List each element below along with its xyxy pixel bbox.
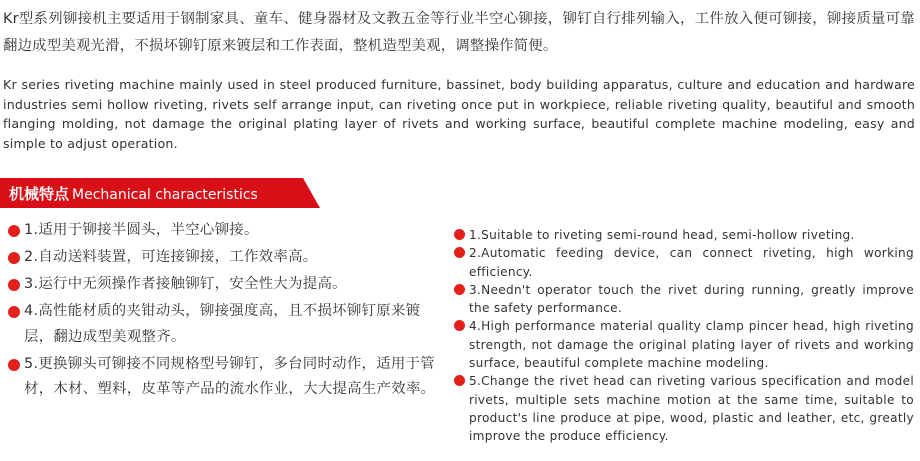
feature-list-chinese bbox=[4, 218, 446, 404]
feature-text: 2.Automatic feeding device, can connect riveting, high working efficiency. bbox=[469, 246, 914, 279]
bullet-icon bbox=[8, 252, 20, 264]
section-title-chinese: 机械特点 bbox=[9, 185, 70, 203]
list-item bbox=[452, 281, 914, 318]
feature-text: 4.High performance material quality clamp pincer head, high riveting strength, not damage the original plating layer of rivets and working surface, beautiful complete machine modeling. bbox=[469, 319, 914, 371]
section-banner bbox=[0, 178, 320, 208]
feature-text: 2.自动送料装置，可连接铆接，工作效率高。 bbox=[24, 249, 318, 265]
list-item bbox=[4, 272, 446, 298]
bullet-icon bbox=[8, 225, 20, 237]
bullet-icon bbox=[454, 320, 465, 331]
list-item bbox=[452, 226, 914, 244]
feature-text: 4.高性能材质的夹钳动头，铆接强度高，且不损坏铆钉原来镀层，翻边成型美观整齐。 bbox=[24, 303, 421, 345]
bullet-icon bbox=[8, 279, 20, 291]
list-item bbox=[452, 372, 914, 445]
feature-text: 5.Change the rivet head can riveting various specification and model rivets, multiple sets machine motion at the same time, suitable to product's line produce at pipe, wood, plastic and leather, etc, greatly improve the produce efficiency. bbox=[469, 374, 914, 444]
bullet-icon bbox=[8, 306, 20, 318]
bullet-icon bbox=[454, 284, 465, 295]
feature-text: 3.运行中无须操作者接触铆钉，安全性大为提高。 bbox=[24, 276, 347, 292]
bullet-icon bbox=[8, 359, 20, 371]
intro-paragraph-chinese: Kr型系列铆接机主要适用于钢制家具、童车、健身器材及文教五金等行业半空心铆接，铆钉自行排列输入，工件放入便可铆接，铆接质量可靠翻边成型美观光滑，不损坏铆钉原来镀层和工作表面，整机造型美观，调整操作简便。 bbox=[3, 11, 915, 54]
feature-list-english bbox=[452, 226, 914, 446]
bullet-icon bbox=[454, 247, 465, 258]
section-title-english: Mechanical characteristics bbox=[72, 187, 258, 203]
intro-paragraph-english: Kr series riveting machine mainly used in steel produced furniture, bassinet, body building apparatus, culture and education and hardware industries semi hollow riveting, rivets self arrange input, can riveting once put in workpiece, reliable riveting quality, beautiful and smooth flanging molding, not damage the original plating layer of rivets and working surface, beautiful complete machine modeling, easy and simple to adjust operation. bbox=[3, 77, 915, 151]
list-item bbox=[4, 245, 446, 271]
section-title bbox=[9, 183, 258, 204]
list-item bbox=[4, 352, 446, 403]
list-item bbox=[4, 299, 446, 350]
feature-text: 1.Suitable to riveting semi-round head, semi-hollow riveting. bbox=[469, 228, 855, 242]
feature-text: 1.适用于铆接半圆头，半空心铆接。 bbox=[24, 222, 259, 238]
list-item bbox=[452, 317, 914, 372]
list-item bbox=[452, 244, 914, 281]
feature-text: 5.更换铆头可铆接不同规格型号铆钉，多台同时动作，适用于管材，木材、塑料，皮革等产品的流水作业，大大提高生产效率。 bbox=[24, 355, 436, 397]
feature-text: 3.Needn't operator touch the rivet during running, greatly improve the safety performance. bbox=[469, 282, 914, 316]
list-item bbox=[4, 218, 446, 244]
bullet-icon bbox=[454, 375, 465, 386]
bullet-icon bbox=[454, 229, 465, 240]
